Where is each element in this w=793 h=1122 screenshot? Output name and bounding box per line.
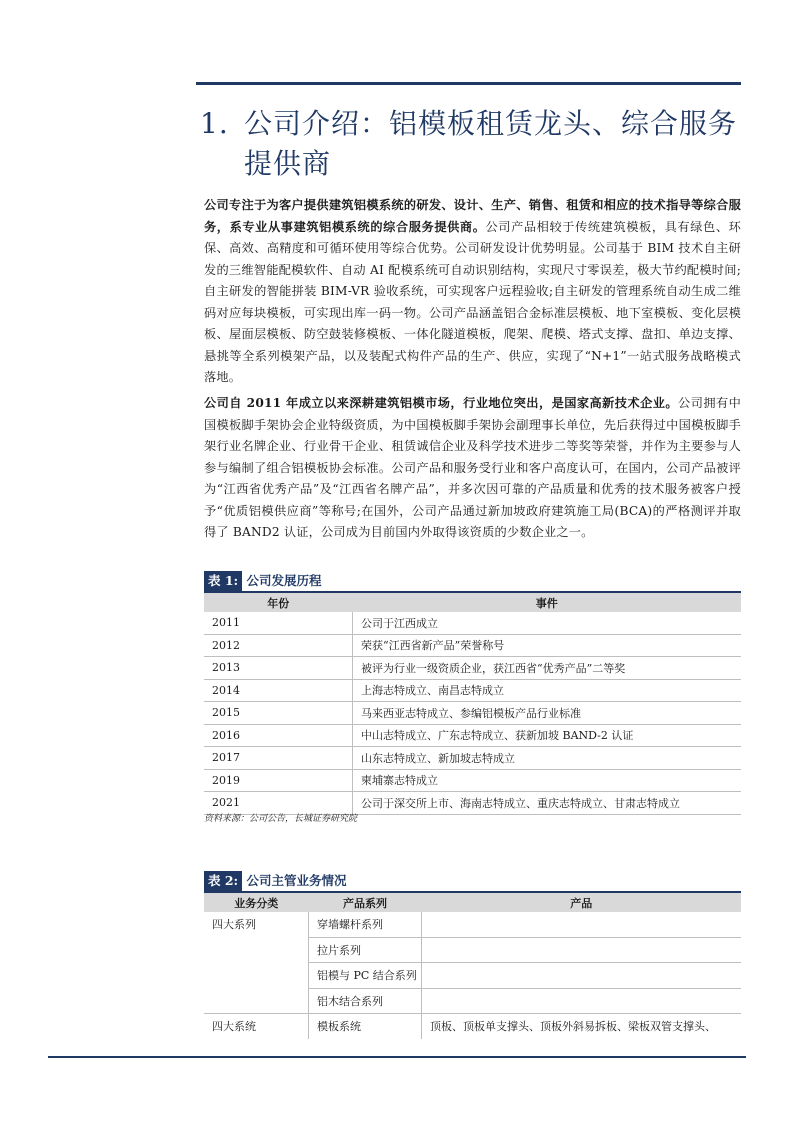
category-cell: 四大系列 <box>212 918 256 931</box>
table-header-row <box>204 893 741 912</box>
history-table <box>204 593 741 815</box>
heading-number: 1. <box>200 107 229 140</box>
intro-body: 公司产品相较于传统建筑模板，具有绿色、环保、高效、高精度和可循环使用等综合优势。公司研发设计优势明显。公司基于 BIM 技术自主研发的三维智能配模软件、自动 AI 配模系统可自动识别结构，实现尺寸零误差，极大节约配模时间;自主研发的智能拼装 BIM-VR 验收系统，可实现客户远程验收;自主研发的管理系统自动生成二维码对应每块模板，可实现出库一码一物。公司产品涵盖铝合金标准层模板、地下室模板、变化层模板、屋面层模板、防空鼓装修模板、一体化隧道模板，爬架、爬模、塔式支撑、盘扣、单边支撑、悬挑等全系列模架产品，以及装配式构件产品的生产、供应，实现了“N+1”一站式服务战略模式落地。 <box>204 219 741 384</box>
header-series: 产品系列 <box>309 893 422 912</box>
product-cell <box>422 988 742 1014</box>
table1-label: 表 1: <box>204 571 242 591</box>
category-cell: 四大系统 <box>212 1020 256 1033</box>
table2-caption <box>204 871 741 893</box>
event-cell: 山东志特成立、新加坡志特成立 <box>353 747 742 770</box>
category-cell <box>204 937 309 963</box>
product-cell: 顶板、顶板单支撑头、顶板外斜易拆板、梁板双管支撑头、 <box>422 1014 742 1039</box>
table-header-row <box>204 593 741 612</box>
bottom-rule <box>48 1056 746 1058</box>
series-cell: 铝模与 PC 结合系列 <box>309 963 422 989</box>
table1-caption <box>204 571 741 593</box>
position-body: 公司拥有中国模板脚手架协会企业特级资质，为中国模板脚手架协会副理事长单位，先后获得过中国模板脚手架行业名牌企业、行业骨干企业、租赁诚信企业及科学技术进步二等奖等荣誉，并作为主要参与人参与编制了组合铝模板协会标准。公司产品和服务受行业和客户高度认可，在国内，公司产品被评为“江西省优秀产品”及“江西省名牌产品”，并多次因可靠的产品质量和优秀的技术服务被客户授予“优质铝模供应商”等称号;在国外，公司产品通过新加坡政府建筑施工局(BCA)的严格测评并取得了 BAND2 认证，公司成为目前国内外取得该资质的少数企业之一。 <box>204 396 742 539</box>
year-cell: 2011 <box>204 612 353 634</box>
series-cell: 铝木结合系列 <box>309 988 422 1014</box>
heading-line2: 提供商 <box>244 147 332 180</box>
section-heading <box>200 104 745 184</box>
event-cell: 马来西亚志特成立、参编铝模板产品行业标准 <box>353 702 742 725</box>
table-row <box>204 724 741 747</box>
header-product: 产品 <box>422 893 742 912</box>
year-cell: 2019 <box>204 769 353 792</box>
event-cell: 中山志特成立、广东志特成立、获新加坡 BAND-2 认证 <box>353 724 742 747</box>
table-row <box>204 679 741 702</box>
table2-label: 表 2: <box>204 871 242 891</box>
event-cell: 柬埔寨志特成立 <box>353 769 742 792</box>
event-cell: 上海志特成立、南昌志特成立 <box>353 679 742 702</box>
top-rule <box>196 82 741 85</box>
table2-title: 公司主管业务情况 <box>246 873 347 888</box>
position-bold-lead: 公司自 2011 年成立以来深耕建筑铝模市场，行业地位突出，是国家高新技术企业。 <box>204 396 679 410</box>
paragraph-industry-position <box>204 393 741 544</box>
header-category: 业务分类 <box>204 893 309 912</box>
year-cell: 2016 <box>204 724 353 747</box>
category-cell <box>204 988 309 1014</box>
paragraph-company-intro <box>204 195 741 389</box>
year-cell: 2021 <box>204 792 353 815</box>
product-cell <box>422 912 742 937</box>
heading-line1: 公司介绍：铝模板租赁龙头、综合服务 <box>244 107 738 140</box>
year-cell: 2014 <box>204 679 353 702</box>
year-cell: 2017 <box>204 747 353 770</box>
year-cell: 2012 <box>204 634 353 657</box>
event-cell: 被评为行业一级资质企业，获江西省“优秀产品”二等奖 <box>353 657 742 680</box>
product-cell <box>422 963 742 989</box>
series-cell: 穿墙螺杆系列 <box>309 912 422 937</box>
table-row <box>204 963 741 989</box>
source-note: 资料来源：公司公告，长城证券研究院 <box>204 814 358 824</box>
series-cell: 模板系统 <box>309 1014 422 1039</box>
category-cell <box>204 963 309 989</box>
table-row <box>204 634 741 657</box>
table-row <box>204 769 741 792</box>
header-event: 事件 <box>353 593 742 612</box>
product-cell <box>422 937 742 963</box>
table-row <box>204 747 741 770</box>
event-cell: 荣获“江西省新产品”荣誉称号 <box>353 634 742 657</box>
business-table <box>204 893 741 1039</box>
header-year: 年份 <box>204 593 353 612</box>
series-cell: 拉片系列 <box>309 937 422 963</box>
event-cell: 公司于江西成立 <box>353 612 742 634</box>
year-cell: 2015 <box>204 702 353 725</box>
table-row <box>204 612 741 634</box>
event-cell: 公司于深交所上市、海南志特成立、重庆志特成立、甘肃志特成立 <box>353 792 742 815</box>
table-row <box>204 988 741 1014</box>
table-row <box>204 912 741 937</box>
table-row <box>204 657 741 680</box>
table1-title: 公司发展历程 <box>246 573 322 588</box>
table-row <box>204 702 741 725</box>
intro-bold-lead: 公司专注于为客户提供建筑铝模系统的研发、设计、生产、销售、租赁和相应的技术指导等综合服务，系专业从事建筑铝模系统的综合服务提供商。 <box>204 198 741 234</box>
table-row <box>204 937 741 963</box>
year-cell: 2013 <box>204 657 353 680</box>
table-row <box>204 1014 741 1039</box>
